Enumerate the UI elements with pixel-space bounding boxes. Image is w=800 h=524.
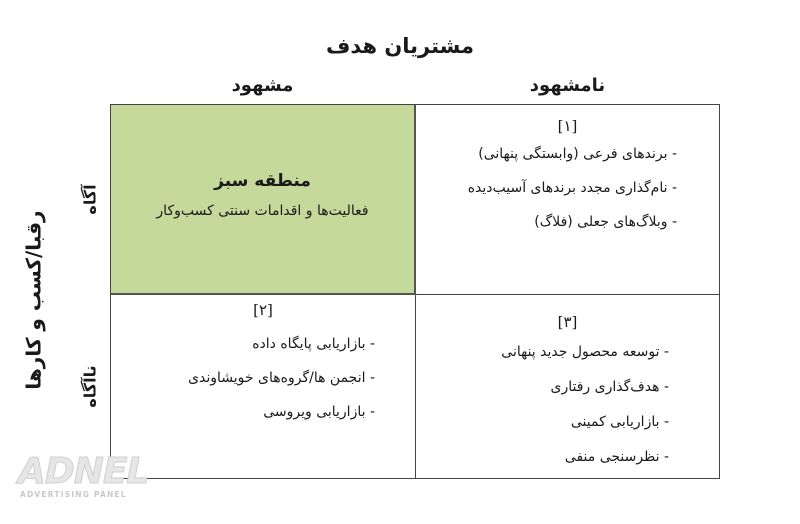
list-item: - بازاریابی کمینی [570, 414, 669, 430]
matrix-grid [110, 104, 720, 479]
quadrant-1-list [416, 137, 719, 239]
quadrant-3-list [416, 335, 719, 475]
quadrant-3-cell [416, 295, 719, 478]
list-item: - نام‌گذاری مجدد برندهای آسیب‌دیده [467, 180, 677, 196]
row-header-aware [70, 104, 110, 294]
list-item: - بازاریابی پایگاه داده [252, 336, 375, 352]
list-item: - وبلاگ‌های جعلی (فلاگ) [534, 214, 677, 230]
diagram-title: مشتریان هدف [325, 34, 475, 58]
list-item: - هدف‌گذاری رفتاری [550, 379, 669, 395]
quadrant-1-cell [416, 105, 719, 295]
list-item: - نظرسنجی منفی [564, 449, 669, 465]
row-axis-title [12, 180, 56, 420]
list-item: - برندهای فرعی (وابستگی پنهانی) [478, 146, 677, 162]
column-header-unobservable: نامشهود [529, 75, 606, 96]
green-zone-title: منطقه سبز [214, 171, 311, 191]
watermark-logo [18, 452, 158, 504]
list-item: - توسعه محصول جدید پنهانی [501, 344, 669, 360]
column-header-observable: مشهود [231, 75, 294, 96]
quadrant-2-list [111, 327, 415, 429]
row-axis-title-text: رقبا/کسب و کارها [22, 210, 47, 390]
quadrant-1-number: [۱] [557, 117, 578, 135]
quadrant-2-cell [111, 295, 416, 478]
list-item: - بازاریابی ویروسی [263, 404, 375, 420]
quadrant-2-number: [۲] [253, 301, 273, 319]
watermark-logo-text: ADNEL [18, 451, 149, 492]
green-zone-subtitle: فعالیت‌ها و اقدامات سنتی کسب‌وکار [156, 203, 369, 219]
list-item: - انجمن ها/گروه‌های خویشاوندی [188, 370, 375, 386]
row-header-aware-text: آگاه [80, 183, 100, 215]
quadrant-3-number: [۳] [557, 313, 578, 331]
green-zone-cell [111, 105, 416, 295]
watermark-tagline: ADVERTISING PANEL [20, 490, 127, 499]
row-header-unaware-text: ناآگاه [80, 365, 100, 408]
